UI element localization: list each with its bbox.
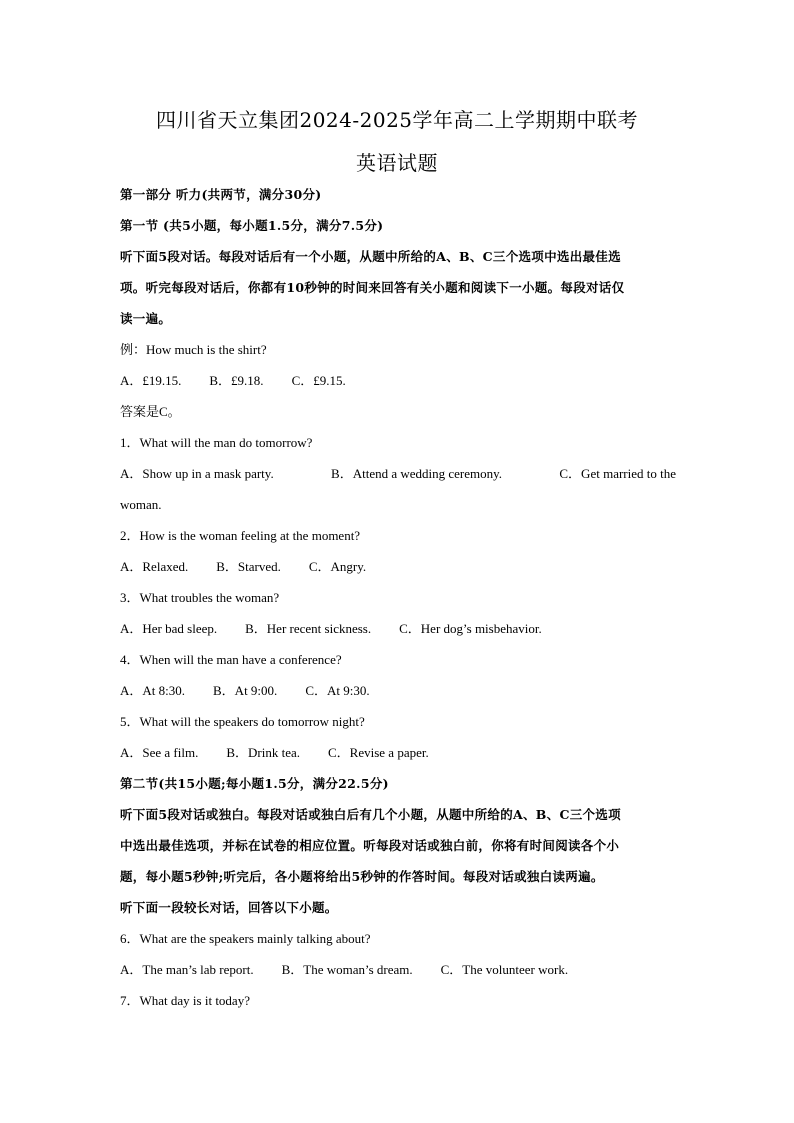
option-a: A．At 8:30. — [120, 683, 186, 698]
option-c: C．£9.15. — [291, 373, 346, 388]
option-a: A．Her bad sleep. — [120, 621, 218, 636]
question-5-options — [120, 741, 676, 772]
example-answer: 答案是C。 — [120, 404, 181, 419]
exam-subtitle: 英语试题 — [356, 151, 438, 175]
option-c: C．Her dog’s misbehavior. — [399, 621, 542, 636]
question-3: 3．What troubles the woman? — [120, 590, 280, 605]
section2-heading: 第二节(共15小题;每小题1.5分，满分22.5分) — [120, 776, 389, 791]
question-1-option-continuation: woman. — [120, 497, 162, 512]
section2-instruction-line: 题，每小题5秒钟;听完后，各小题将给出5秒钟的作答时间。每段对话或独白读两遍。 — [120, 869, 604, 884]
section2-instruction-line: 听下面一段较长对话，回答以下小题。 — [120, 900, 338, 915]
option-b: B．The woman’s dream. — [281, 962, 413, 977]
option-b: B．Attend a wedding ceremony. — [331, 466, 503, 481]
option-a: A．The man’s lab report. — [120, 962, 254, 977]
question-3-options — [120, 617, 676, 648]
option-a: A．Relaxed. — [120, 559, 189, 574]
section1-instruction-line: 读一遍。 — [120, 311, 172, 326]
question-2-options — [120, 555, 676, 586]
question-1-options — [120, 462, 676, 493]
option-c: C．Get married to the — [559, 466, 676, 481]
option-b: B．£9.18. — [209, 373, 264, 388]
question-4: 4．When will the man have a conference? — [120, 652, 342, 667]
example-question: 例：How much is the shirt? — [120, 342, 267, 357]
option-c: C．At 9:30. — [305, 683, 370, 698]
part1-heading: 第一部分 听力(共两节，满分30分) — [120, 187, 322, 202]
option-b: B．Her recent sickness. — [245, 621, 372, 636]
question-4-options — [120, 679, 676, 710]
question-6-options — [120, 958, 676, 989]
section1-heading: 第一节 (共5小题，每小题1.5分，满分7.5分) — [120, 218, 384, 233]
section2-instruction-line: 听下面5段对话或独白。每段对话或独白后有几个小题，从题中所给的A、B、C三个选项 — [120, 807, 621, 822]
exam-title: 四川省天立集团2024-2025学年高二上学期期中联考 — [155, 108, 639, 132]
question-5: 5．What will the speakers do tomorrow night? — [120, 714, 365, 729]
question-2: 2．How is the woman feeling at the moment? — [120, 528, 361, 543]
section1-instruction-line: 听下面5段对话。每段对话后有一个小题，从题中所给的A、B、C三个选项中选出最佳选 — [120, 249, 621, 264]
option-a: A．Show up in a mask party. — [120, 466, 274, 481]
section1-instruction-line: 项。听完每段对话后，你都有10秒钟的时间来回答有关小题和阅读下一小题。每段对话仅 — [120, 280, 625, 295]
option-c: C．The volunteer work. — [440, 962, 569, 977]
option-a: A．See a film. — [120, 745, 199, 760]
exam-body — [120, 183, 676, 1020]
question-6: 6．What are the speakers mainly talking about? — [120, 931, 371, 946]
option-b: B．At 9:00. — [213, 683, 278, 698]
option-b: B．Drink tea. — [226, 745, 300, 760]
option-a: A．£19.15. — [120, 373, 182, 388]
example-options — [120, 369, 676, 400]
question-1: 1．What will the man do tomorrow? — [120, 435, 313, 450]
option-c: C．Revise a paper. — [328, 745, 429, 760]
option-c: C．Angry. — [308, 559, 367, 574]
section2-instruction-line: 中选出最佳选项，并标在试卷的相应位置。听每段对话或独白前，你将有时间阅读各个小 — [120, 838, 620, 853]
question-7: 7．What day is it today? — [120, 993, 250, 1008]
option-b: B．Starved. — [216, 559, 281, 574]
